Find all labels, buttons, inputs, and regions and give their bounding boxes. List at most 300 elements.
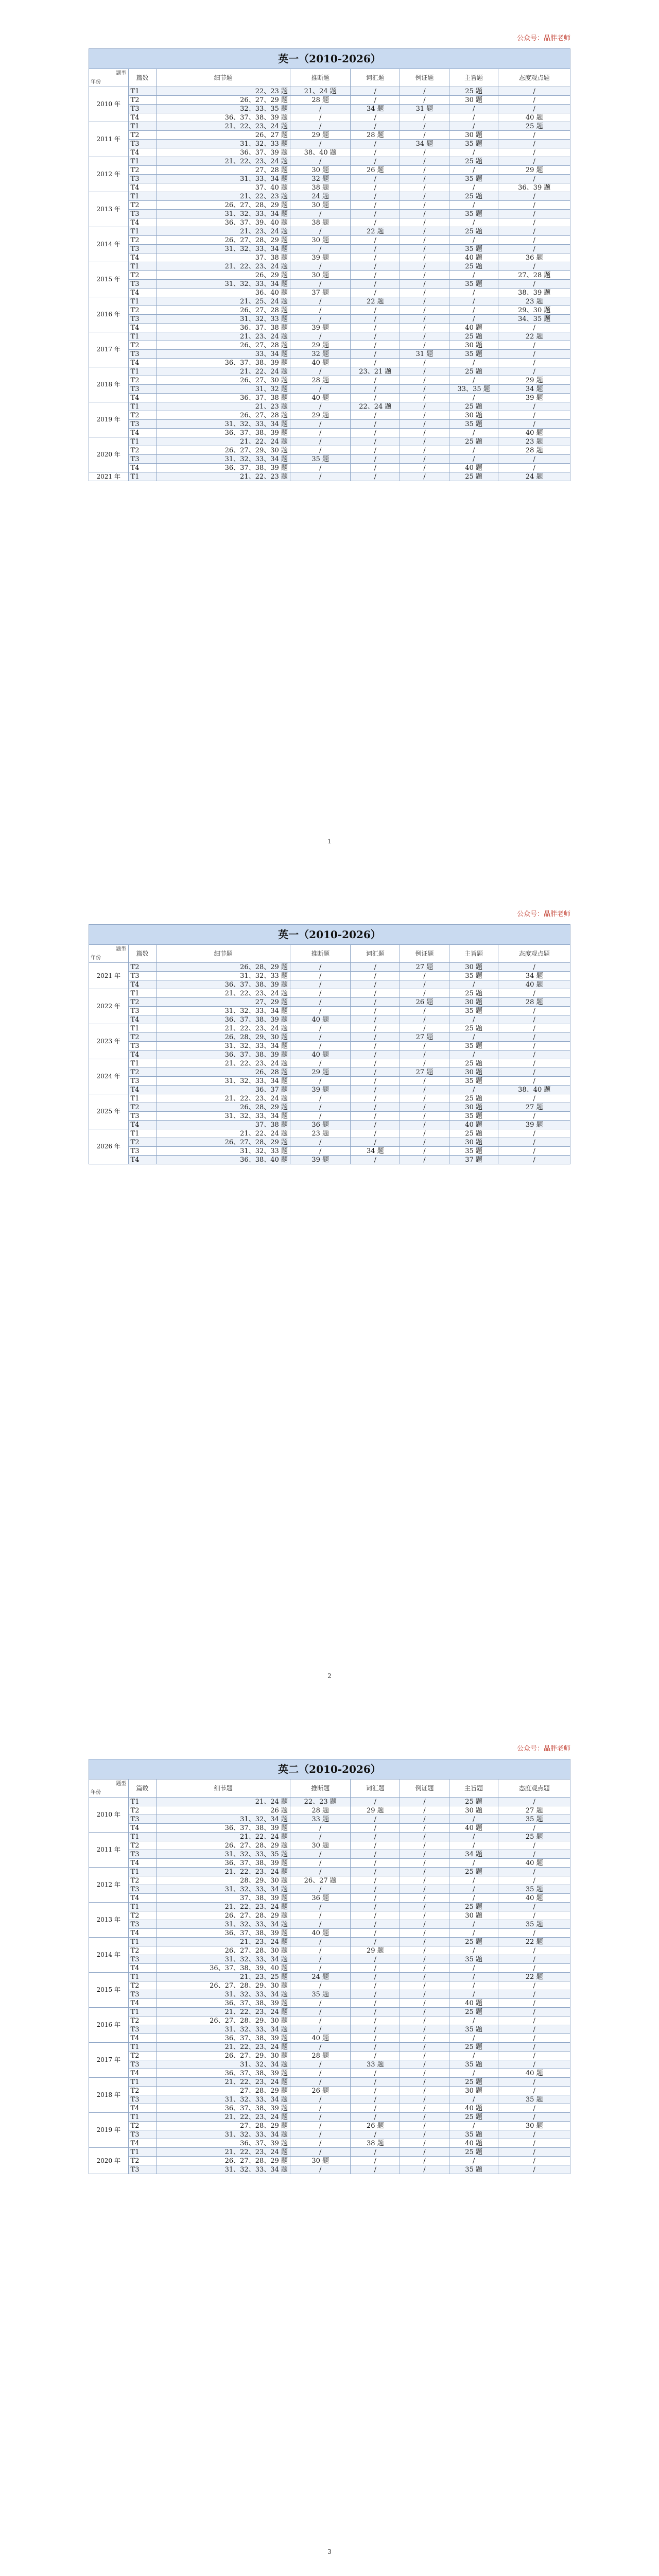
table-row [89, 1094, 570, 1103]
question-cell: 27 题 [498, 1103, 570, 1112]
question-cell: / [498, 131, 570, 140]
publisher-header: 公众号：晶胖老师 [516, 1744, 570, 1752]
question-cell: 23、21 题 [351, 367, 400, 376]
table-row [89, 1999, 570, 2008]
question-cell: / [351, 1798, 400, 1806]
question-cell: / [498, 367, 570, 376]
question-cell: 35 题 [290, 1990, 351, 1999]
question-cell: / [449, 218, 498, 227]
question-cell: / [290, 963, 351, 972]
question-cell: / [290, 280, 351, 289]
question-cell: / [290, 2060, 351, 2069]
question-cell: / [290, 245, 351, 253]
question-cell: / [290, 998, 351, 1007]
passage-cell: T4 [128, 218, 157, 227]
question-cell: / [400, 1981, 449, 1990]
table-row [89, 2043, 570, 2052]
passage-cell: T1 [128, 1059, 157, 1068]
question-cell: / [449, 113, 498, 122]
question-cell: / [498, 1850, 570, 1859]
table-row [89, 210, 570, 218]
year-cell: 2011 年 [89, 122, 129, 157]
question-cell: 21、22、24 题 [157, 367, 290, 376]
passage-cell: T3 [128, 1077, 157, 1086]
question-cell: / [400, 1955, 449, 1964]
question-cell: / [290, 122, 351, 131]
question-cell: / [400, 192, 449, 201]
question-cell: 35 题 [449, 210, 498, 218]
question-cell: 29 题 [498, 376, 570, 385]
passage-cell: T1 [128, 989, 157, 998]
question-cell: / [400, 394, 449, 402]
question-cell: / [400, 1903, 449, 1911]
question-cell: / [400, 1806, 449, 1815]
question-cell: 38、40 题 [498, 1086, 570, 1094]
question-cell: 35 题 [449, 175, 498, 183]
passage-cell: T1 [128, 472, 157, 481]
table-row [89, 1024, 570, 1033]
table-title: 英二（2010-2026） [89, 1759, 570, 1780]
passage-cell: T2 [128, 998, 157, 1007]
question-cell: / [498, 1929, 570, 1938]
question-cell: 29、30 题 [498, 306, 570, 315]
question-cell: 21、23、25 题 [157, 1973, 290, 1981]
question-cell: / [498, 2113, 570, 2122]
question-cell: 30 题 [449, 2087, 498, 2095]
question-cell: 27、28、29 题 [157, 2087, 290, 2095]
question-cell: / [290, 472, 351, 481]
question-cell: / [449, 2016, 498, 2025]
corner-top-label: 题型 [116, 71, 127, 76]
question-cell: / [400, 1042, 449, 1050]
question-cell: / [449, 1929, 498, 1938]
table-row [89, 1129, 570, 1138]
question-cell: / [351, 1112, 400, 1121]
question-cell: 35 题 [449, 2060, 498, 2069]
question-cell: 25 题 [449, 227, 498, 236]
question-cell: 25 题 [498, 1833, 570, 1841]
question-cell: / [498, 455, 570, 464]
question-cell: / [351, 192, 400, 201]
question-cell: 34 题 [498, 385, 570, 394]
question-cell: 40 题 [449, 1999, 498, 2008]
table-row [89, 2139, 570, 2148]
question-cell: 31、32、33、34 题 [157, 1112, 290, 1121]
passage-cell: T2 [128, 2157, 157, 2165]
question-cell: 23 题 [498, 297, 570, 306]
question-cell: / [400, 1824, 449, 1833]
passage-cell: T4 [128, 2104, 157, 2113]
question-cell: / [351, 1068, 400, 1077]
question-cell: / [498, 1024, 570, 1033]
question-cell: / [498, 1946, 570, 1955]
question-cell: 21、22、23、24 题 [157, 1024, 290, 1033]
question-cell: / [400, 1112, 449, 1121]
question-cell: / [400, 385, 449, 394]
question-cell: 26、27、29、30 题 [157, 2052, 290, 2060]
question-cell: / [400, 1938, 449, 1946]
passage-cell: T2 [128, 1841, 157, 1850]
question-cell: / [449, 201, 498, 210]
question-cell: 21、22、24 题 [157, 1833, 290, 1841]
question-cell: 36、37、38、39 题 [157, 1824, 290, 1833]
question-cell: 38、39 题 [498, 289, 570, 297]
question-cell: / [498, 2043, 570, 2052]
passage-cell: T2 [128, 306, 157, 315]
question-cell: 37 题 [290, 289, 351, 297]
question-cell: / [400, 2025, 449, 2034]
question-cell: / [351, 1077, 400, 1086]
question-cell: 31、32、33 题 [157, 315, 290, 324]
question-cell: 30 题 [449, 1806, 498, 1815]
question-cell: 40 题 [498, 2069, 570, 2078]
question-cell: 36、37、39 题 [157, 2139, 290, 2148]
question-cell: / [290, 385, 351, 394]
question-cell: / [351, 394, 400, 402]
question-cell: / [351, 1059, 400, 1068]
question-cell: / [498, 1077, 570, 1086]
question-cell: 26、27、28、29 题 [157, 201, 290, 210]
question-cell: / [498, 1999, 570, 2008]
question-cell: 29 题 [290, 411, 351, 420]
question-cell: / [351, 1815, 400, 1824]
question-cell: / [498, 148, 570, 157]
question-cell: / [351, 1024, 400, 1033]
corner-bottom-label: 年份 [91, 79, 101, 85]
question-cell: 25 题 [449, 472, 498, 481]
question-cell: 35 题 [449, 2165, 498, 2174]
question-cell: 22 题 [498, 1938, 570, 1946]
question-cell: 30 题 [449, 998, 498, 1007]
question-cell: / [290, 1833, 351, 1841]
passage-cell: T1 [128, 1129, 157, 1138]
question-cell: / [290, 446, 351, 455]
year-cell: 2020 年 [89, 2148, 129, 2174]
table-row [89, 122, 570, 131]
question-cell: 22 题 [498, 332, 570, 341]
question-cell: / [498, 262, 570, 271]
question-cell: 21、24 题 [157, 1798, 290, 1806]
question-cell: / [351, 1990, 400, 1999]
question-cell: / [400, 972, 449, 980]
table-header-row [89, 945, 570, 963]
question-cell: / [498, 105, 570, 113]
question-cell: / [400, 2087, 449, 2095]
year-cell: 2014 年 [89, 1938, 129, 1973]
question-cell: 26、27、28 题 [157, 306, 290, 315]
question-cell: / [498, 1876, 570, 1885]
passage-cell: T1 [128, 1868, 157, 1876]
publisher-header: 公众号：晶胖老师 [516, 34, 570, 42]
question-cell: 40 题 [498, 1894, 570, 1903]
passage-cell: T4 [128, 113, 157, 122]
question-cell: / [400, 148, 449, 157]
question-cell: / [498, 218, 570, 227]
year-cell: 2013 年 [89, 1903, 129, 1938]
question-cell: / [400, 1964, 449, 1973]
question-cell: / [290, 1059, 351, 1068]
question-cell: / [400, 332, 449, 341]
table-row [89, 1033, 570, 1042]
column-header: 细节题 [157, 69, 290, 87]
question-cell: / [400, 1920, 449, 1929]
question-cell: / [351, 315, 400, 324]
question-cell: 36、37、38、39 题 [157, 464, 290, 472]
passage-cell: T3 [128, 2165, 157, 2174]
corner-top-label: 题型 [116, 946, 127, 952]
question-cell: / [351, 1086, 400, 1094]
question-cell: / [351, 455, 400, 464]
year-cell: 2017 年 [89, 2043, 129, 2078]
question-cell: / [290, 464, 351, 472]
question-cell: 35 题 [449, 280, 498, 289]
question-cell: / [290, 972, 351, 980]
passage-cell: T3 [128, 350, 157, 359]
publisher-header: 公众号：晶胖老师 [516, 910, 570, 918]
question-cell: 36、37 题 [157, 1086, 290, 1094]
question-cell: 35 题 [498, 1815, 570, 1824]
passage-cell: T4 [128, 2034, 157, 2043]
question-cell: / [290, 210, 351, 218]
question-cell: 36、37、38、39 题 [157, 1929, 290, 1938]
question-cell: 35 题 [449, 1042, 498, 1050]
passage-cell: T1 [128, 157, 157, 166]
question-cell: / [400, 253, 449, 262]
question-cell: / [290, 1911, 351, 1920]
question-cell: 39 题 [498, 394, 570, 402]
page-number: 1 [327, 838, 332, 845]
question-cell: / [400, 1833, 449, 1841]
question-cell: 32 题 [290, 175, 351, 183]
question-cell: 22、23 题 [157, 87, 290, 96]
question-cell: 31、32、33、34 题 [157, 1955, 290, 1964]
question-cell: / [498, 1981, 570, 1990]
question-cell: / [498, 2165, 570, 2174]
question-cell: / [498, 1033, 570, 1042]
passage-cell: T1 [128, 192, 157, 201]
question-cell: / [351, 2034, 400, 2043]
year-cell: 2023 年 [89, 1024, 129, 1059]
question-cell: / [351, 1121, 400, 1129]
question-cell: / [351, 2130, 400, 2139]
question-cell: 21、22、23、24 题 [157, 157, 290, 166]
passage-cell: T3 [128, 315, 157, 324]
question-cell: / [449, 1894, 498, 1903]
question-cell: / [400, 1050, 449, 1059]
question-cell: 31、32、33、34 题 [157, 2095, 290, 2104]
question-cell: 25 题 [498, 122, 570, 131]
question-cell: / [498, 2025, 570, 2034]
question-cell: 36、37、38 题 [157, 324, 290, 332]
table-row [89, 245, 570, 253]
question-cell: / [290, 1147, 351, 1156]
question-cell: / [449, 359, 498, 367]
question-cell: / [498, 1147, 570, 1156]
question-cell: / [498, 1868, 570, 1876]
passage-cell: T1 [128, 2148, 157, 2157]
question-cell: 39 题 [290, 324, 351, 332]
question-cell: 22 题 [498, 1973, 570, 1981]
question-cell: / [290, 1138, 351, 1147]
question-cell: 29 题 [351, 1946, 400, 1955]
table-row [89, 1833, 570, 1841]
passage-cell: T1 [128, 227, 157, 236]
table-row [89, 332, 570, 341]
question-cell: / [400, 376, 449, 385]
question-cell: / [498, 1990, 570, 1999]
question-cell: / [400, 1859, 449, 1868]
question-cell: / [400, 2052, 449, 2060]
question-cell: / [351, 1138, 400, 1147]
column-header-corner [89, 69, 129, 87]
table-row [89, 2165, 570, 2174]
year-cell: 2011 年 [89, 1833, 129, 1868]
question-cell: / [400, 455, 449, 464]
question-cell: / [498, 1094, 570, 1103]
question-cell: / [498, 2052, 570, 2060]
table-row [89, 280, 570, 289]
question-cell: / [400, 1885, 449, 1894]
question-cell: 30 题 [290, 2157, 351, 2165]
question-cell: / [351, 1885, 400, 1894]
question-cell: 25 题 [449, 1798, 498, 1806]
passage-cell: T3 [128, 1147, 157, 1156]
question-cell: / [449, 394, 498, 402]
question-cell: / [498, 359, 570, 367]
column-header: 篇数 [128, 1780, 157, 1798]
passage-cell: T2 [128, 201, 157, 210]
question-cell: 25 题 [449, 87, 498, 96]
question-cell: / [449, 980, 498, 989]
table-row [89, 96, 570, 105]
table-row [89, 236, 570, 245]
question-cell: 28、29、30 题 [157, 1876, 290, 1885]
question-cell: / [290, 1824, 351, 1833]
question-cell: 21、22、23、24 题 [157, 2148, 290, 2157]
question-cell: 36、37、38、39 题 [157, 980, 290, 989]
question-cell: 27、28、29 题 [157, 2122, 290, 2130]
question-cell: 31、32、33、34 题 [157, 2130, 290, 2139]
question-cell: / [498, 1042, 570, 1050]
question-cell: / [498, 1059, 570, 1068]
question-cell: / [290, 2139, 351, 2148]
passage-cell: T1 [128, 402, 157, 411]
question-cell: / [290, 2043, 351, 2052]
passage-cell: T1 [128, 297, 157, 306]
question-cell: / [290, 1999, 351, 2008]
table-row [89, 1955, 570, 1964]
question-cell: / [351, 1050, 400, 1059]
passage-cell: T1 [128, 1798, 157, 1806]
question-cell: 37 题 [449, 1156, 498, 1164]
passage-cell: T3 [128, 210, 157, 218]
passage-cell: T4 [128, 359, 157, 367]
question-cell: / [290, 2113, 351, 2122]
question-cell: 31、32、33、34 题 [157, 280, 290, 289]
question-cell: 35 题 [498, 2095, 570, 2104]
column-header: 主旨题 [449, 945, 498, 963]
question-cell: / [400, 359, 449, 367]
question-cell: 40 题 [290, 394, 351, 402]
table-row [89, 1015, 570, 1024]
question-cell: / [449, 1920, 498, 1929]
question-cell: / [290, 2069, 351, 2078]
question-cell: / [449, 2034, 498, 2043]
question-cell: / [290, 980, 351, 989]
table-row [89, 2078, 570, 2087]
question-cell: 36、37、38、39 题 [157, 2034, 290, 2043]
table-row [89, 2148, 570, 2157]
question-cell: / [498, 2157, 570, 2165]
year-cell: 2015 年 [89, 262, 129, 297]
year-cell: 2021 年 [89, 472, 129, 481]
passage-cell: T4 [128, 1964, 157, 1973]
question-cell: 26、27 题 [290, 1876, 351, 1885]
passage-cell: T1 [128, 332, 157, 341]
table-row [89, 1112, 570, 1121]
question-cell: / [449, 1964, 498, 1973]
page [0, 876, 659, 1710]
question-cell: / [400, 1876, 449, 1885]
question-cell: 26、27、28、30 题 [157, 1946, 290, 1955]
question-cell: / [351, 175, 400, 183]
question-cell: / [449, 376, 498, 385]
question-cell: / [449, 2122, 498, 2130]
question-cell: 24 题 [498, 472, 570, 481]
question-cell: 25 题 [449, 1094, 498, 1103]
question-cell: 31、32、33 题 [157, 140, 290, 148]
question-cell: / [400, 1094, 449, 1103]
passage-cell: T2 [128, 131, 157, 140]
table-row [89, 192, 570, 201]
question-cell: / [498, 402, 570, 411]
question-cell: / [351, 1876, 400, 1885]
question-cell: 26、27、28、29 题 [157, 2157, 290, 2165]
question-cell: / [400, 289, 449, 297]
question-cell: / [498, 2078, 570, 2087]
question-cell: 33 题 [351, 2060, 400, 2069]
page [0, 1710, 659, 2576]
question-cell: / [400, 157, 449, 166]
year-cell: 2010 年 [89, 87, 129, 122]
question-cell: / [290, 1850, 351, 1859]
passage-cell: T3 [128, 245, 157, 253]
year-cell: 2024 年 [89, 1059, 129, 1094]
question-cell: 38 题 [351, 2139, 400, 2148]
question-cell: 25 题 [449, 367, 498, 376]
question-cell: / [351, 201, 400, 210]
question-cell: 26、28、29 题 [157, 1103, 290, 1112]
question-cell: 31、32 题 [157, 385, 290, 394]
question-cell: / [351, 1973, 400, 1981]
table-row [89, 1911, 570, 1920]
passage-cell: T1 [128, 1938, 157, 1946]
question-cell: 26、27、30 题 [157, 376, 290, 385]
question-cell: 26、28、29 题 [157, 963, 290, 972]
passage-cell: T4 [128, 1156, 157, 1164]
question-cell: 31、32、33、34 题 [157, 420, 290, 429]
question-cell: / [498, 245, 570, 253]
question-cell: / [400, 122, 449, 131]
question-cell: / [400, 306, 449, 315]
passage-cell: T3 [128, 175, 157, 183]
year-cell: 2021 年 [89, 963, 129, 989]
question-cell: / [449, 166, 498, 175]
question-cell: 30 题 [449, 1103, 498, 1112]
question-cell: 28 题 [498, 998, 570, 1007]
passage-cell: T4 [128, 980, 157, 989]
question-cell: 35 题 [449, 1147, 498, 1156]
